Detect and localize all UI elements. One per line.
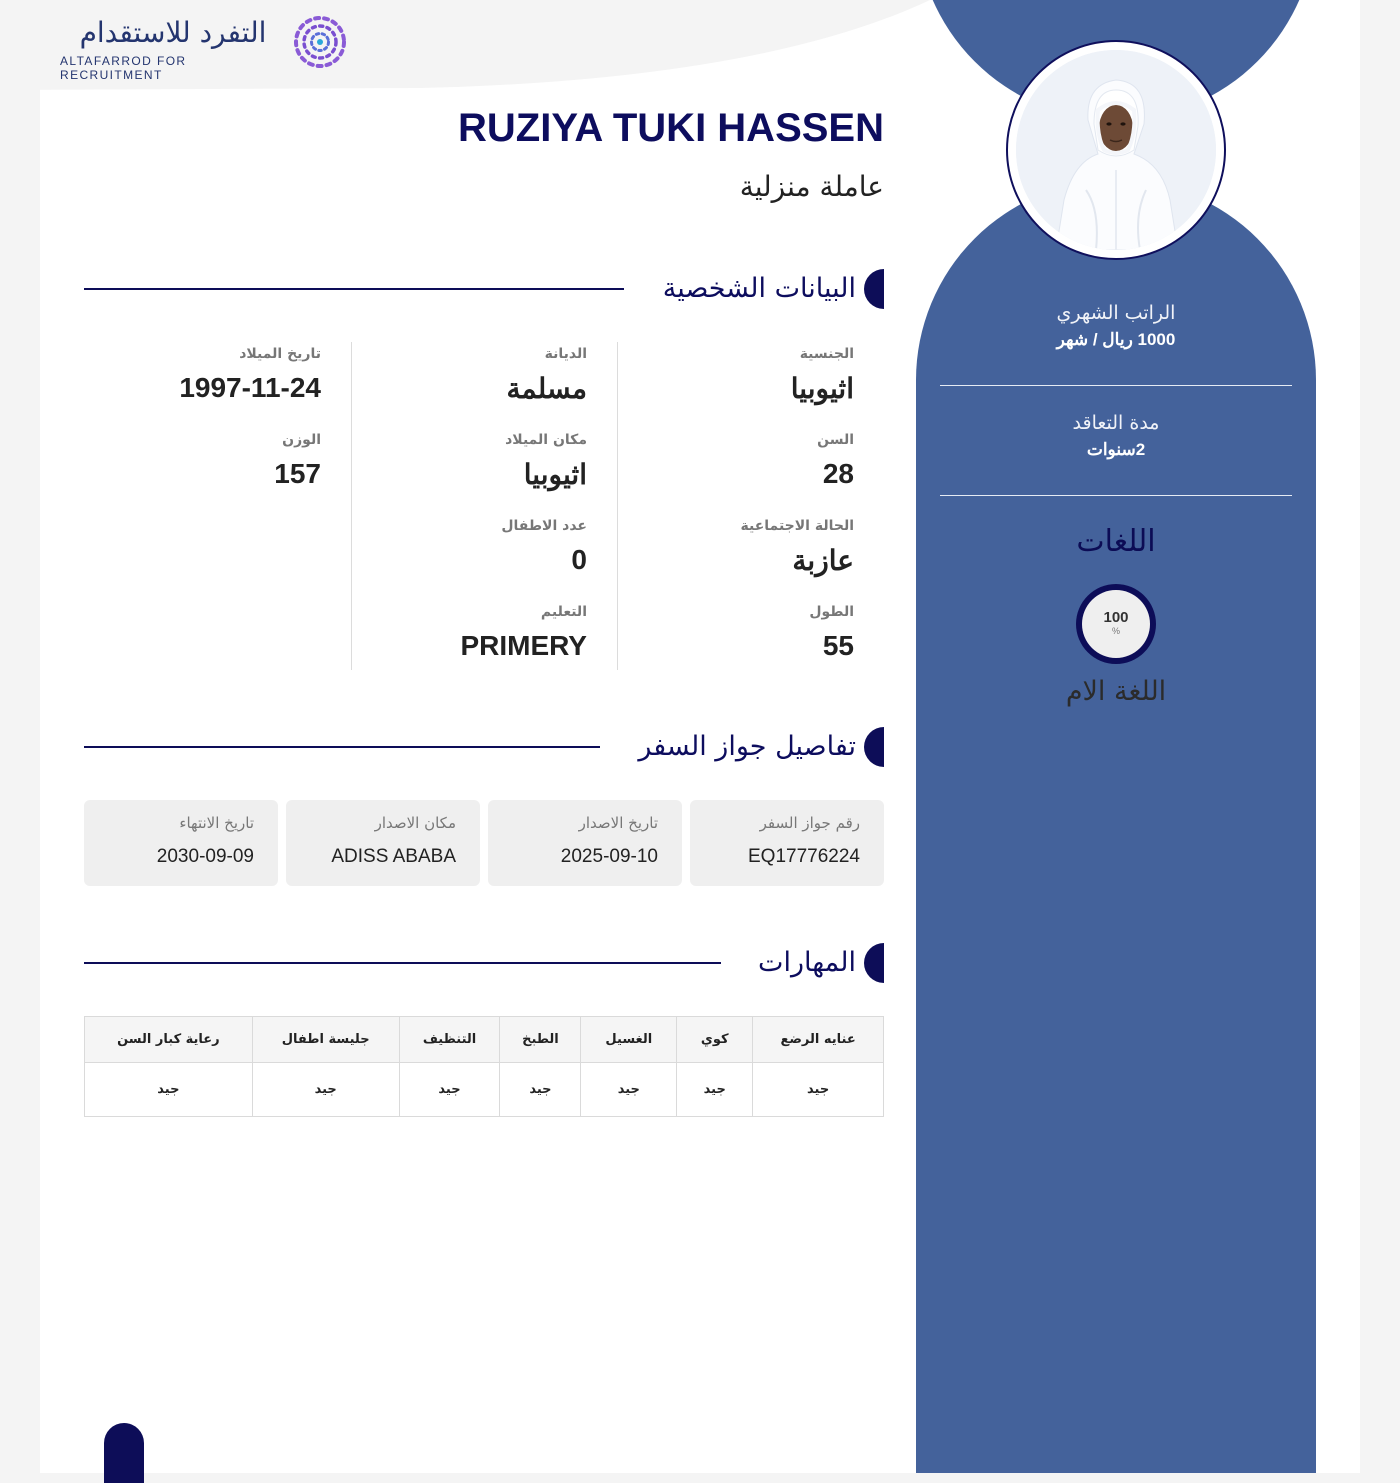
passport-expiry-date-card [84,800,278,886]
personal-details-grid [84,342,884,670]
field-value: 28 [822,458,854,489]
field-value: اثيوبيا [523,459,587,490]
skill-rating: جيد [85,1063,253,1117]
passport-details [84,800,884,886]
language-percent-unit: % [1111,626,1120,636]
field-value: 0 [571,544,587,575]
logo-english-name: ALTAFARROD FOR RECRUITMENT [60,54,187,82]
section-title: البيانات الشخصية [662,273,856,304]
sidebar-body [916,180,1316,1473]
skills-header-row [85,1017,884,1063]
salary-label: الراتب الشهري [1056,302,1176,324]
worker-photo [1016,50,1216,250]
field-marital-status [628,514,854,600]
skill-rating: جيد [252,1063,399,1117]
skill-header: جليسة اطفال [252,1017,399,1063]
skills-section-header [84,943,884,983]
section-title: تفاصيل جواز السفر [638,731,856,762]
footer-tab-marker [104,1423,144,1483]
field-label: الجنسية [799,346,854,362]
profile-sidebar [916,0,1316,1473]
skill-rating: جيد [753,1063,884,1117]
field-birth-place [362,428,587,514]
field-weight [94,428,321,514]
language-level-ring [1076,584,1156,664]
language-name: اللغة الام [1065,676,1167,707]
section-rule [84,746,600,748]
field-label: تاريخ الميلاد [239,346,321,362]
passport-issue-place-card [286,800,480,886]
language-level-inner [1082,590,1150,658]
field-education [362,600,587,686]
field-value: مسلمة [506,373,587,404]
field-label: الديانة [544,346,587,362]
section-tab-marker [864,727,884,767]
field-label: السن [817,432,854,448]
personal-column [84,342,352,670]
contract-label: مدة التعاقد [1072,412,1160,434]
skill-header: عنايه الرضع [753,1017,884,1063]
field-value: عازبة [792,545,854,576]
field-nationality [628,342,854,428]
field-value: PRIMERY [460,630,587,661]
field-religion [362,342,587,428]
field-birth-date [94,342,321,428]
field-label: عدد الاطفال [501,518,587,534]
languages-title: اللغات [1076,524,1156,559]
section-title: المهارات [758,947,856,978]
field-value: 1997-11-24 [179,372,321,403]
passport-field-label: مكان الاصدار [374,814,456,832]
passport-field-value: 2025-09-10 [560,846,658,867]
skill-rating: جيد [581,1063,677,1117]
skills-rating-row [85,1063,884,1117]
section-tab-marker [864,943,884,983]
personal-section-header [84,269,884,309]
skill-header: كوي [677,1017,753,1063]
passport-issue-date-card [488,800,682,886]
logo-arabic-name: التفرد للاستقدام [79,16,267,49]
worker-name: RUZIYA TUKI HASSEN [458,106,884,150]
section-rule [84,962,721,964]
job-title: عاملة منزلية [739,170,884,203]
field-value: 55 [822,630,854,661]
field-value: 157 [274,458,321,489]
passport-field-value: EQ17776224 [748,846,860,867]
sidebar-divider [940,495,1292,496]
passport-field-label: تاريخ الاصدار [578,814,658,832]
avatar [1016,50,1216,250]
skill-header: الغسيل [581,1017,677,1063]
field-label: الوزن [282,432,321,448]
field-label: التعليم [540,604,587,620]
personal-column [352,342,618,670]
contract-value: 2سنوات [1086,440,1146,459]
contract-block [940,412,1292,460]
skill-header: رعاية كبار السن [85,1017,253,1063]
field-label: الحالة الاجتماعية [740,518,854,534]
passport-field-value: 2030-09-09 [156,846,254,867]
passport-section-header [84,727,884,767]
language-percent: 100 [1103,609,1129,626]
field-children [362,514,587,600]
skill-rating: جيد [500,1063,581,1117]
avatar-frame [1006,40,1226,260]
company-logo [60,14,350,82]
salary-block [940,302,1292,350]
field-label: مكان الميلاد [505,432,587,448]
skill-rating: جيد [399,1063,500,1117]
skill-header: الطبخ [500,1017,581,1063]
section-tab-marker [864,269,884,309]
logo-mark-icon [292,14,348,70]
passport-number-card [690,800,884,886]
skill-header: التنظيف [399,1017,500,1063]
personal-column [618,342,884,670]
salary-value: 1000 ريال / شهر [1056,330,1176,349]
field-value: اثيوبيا [790,373,854,404]
skills-table [84,1016,884,1117]
passport-field-label: تاريخ الانتهاء [179,814,254,832]
field-label: الطول [809,604,854,620]
skill-rating: جيد [677,1063,753,1117]
passport-field-value: ADISS ABABA [331,846,456,867]
section-rule [84,288,624,290]
passport-field-label: رقم جواز السفر [759,814,860,832]
sidebar-divider [940,385,1292,386]
field-height [628,600,854,686]
field-age [628,428,854,514]
